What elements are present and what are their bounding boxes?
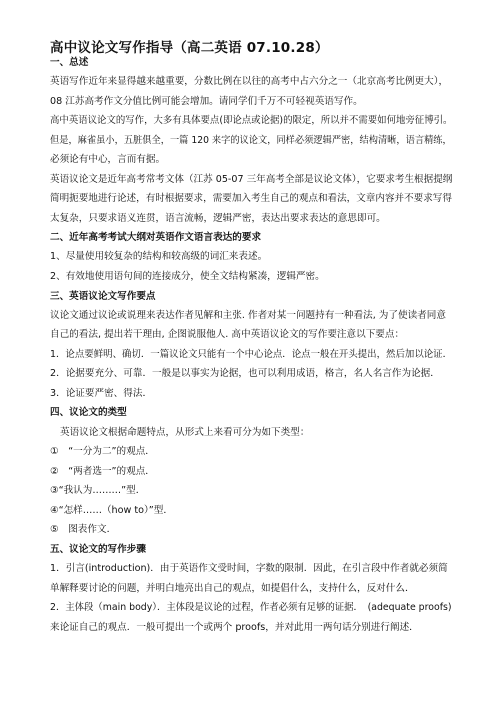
paragraph-line: 2．主体段（main body）．主体段是议论的过程，作者必须有足够的证据． (adequate proofs) (50, 602, 452, 613)
list-item: 2、有效地使用语句间的连接成分，使全文结构紧凑，逻辑严密。 (50, 271, 325, 282)
list-item: ② “两者选一”的观点． (50, 466, 155, 477)
list-item: ③“我认为………”型． (50, 485, 146, 496)
paragraph-line: 自己的看法, 提出若干理由, 企图说服他人. 高中英语议论文的写作要注意以下要点： (50, 329, 405, 340)
paragraph-line: 议论文通过议论或说理来表达作者见解和主张. 作者对某一问题持有一种看法, 为了使读者同意 (50, 310, 446, 321)
paragraph-line: 高中英语议论文的写作，大多有具体要点(即论点或论据)的限定，所以并不需要如何地旁征博引。 (50, 115, 453, 126)
section-heading-2: 二、近年高考考试大纲对英语作文语言表达的要求 (50, 232, 262, 243)
paragraph-line: 必须论有中心，言而有据。 (50, 154, 166, 165)
section-heading-3: 三、英语议论文写作要点 (50, 291, 156, 302)
paragraph-line: 08 江苏高考作文分值比例可能会增加。请同学们千万不可轻视英语写作。 (50, 96, 363, 107)
section-heading-1: 一、总述 (50, 57, 89, 68)
paragraph-line: 简明扼要地进行论述，有时根据要求，需要加入考生自己的观点和看法，文章内容并不要求写得 (50, 193, 452, 204)
list-item: 3．论证要严密、得法． (50, 388, 153, 399)
list-item: 1．论点要鲜明、确切．一篇议论文只能有一个中心论点．论点一般在开头提出，然后加以论证． (50, 349, 453, 360)
paragraph-line: 英语议论文是近年高考常考文体（江苏 05-07 三年高考全部是议论文体），它要求考生根据提纲 (50, 174, 453, 185)
list-item: ④“怎样……（how to）”型． (50, 505, 173, 516)
list-item: ⑤ 图表作文． (50, 524, 117, 535)
paragraph-line: 来论证自己的观点．一般可提出一个或两个 proofs，并对此用一两句话分别进行阐述． (50, 622, 419, 633)
paragraph-line: 单解释要讨论的问题，并明白地亮出自己的观点，如提倡什么，支持什么，反对什么． (50, 583, 415, 594)
list-item: 1、尽量使用较复杂的结构和较高级的词汇来表述。 (50, 251, 268, 262)
paragraph-line: 英语议论文根据命题特点，从形式上来看可分为如下类型： (60, 427, 310, 438)
paragraph-line: 英语写作近年来显得越来越重要，分数比例在以往的高考中占六分之一（北京高考比例更大）， (50, 76, 449, 87)
paragraph-line: 1．引言(introduction)．由于英语作文受时间，字数的限制．因此，在引言段中作者就必须简 (50, 563, 448, 574)
section-heading-5: 五、议论文的写作步骤 (50, 544, 146, 555)
paragraph-line: 但是，麻雀虽小，五脏俱全，一篇 120 来字的议论文，同样必须逻辑严密，结构清晰，语言精练， (50, 135, 452, 146)
document-title: 高中议论文写作指导（高二英语 07.10.28） (50, 40, 329, 56)
paragraph-line: 太复杂，只要求语义连贯，语言流畅，逻辑严密，表达出要求表达的意思即可。 (50, 213, 386, 224)
list-item: ① “一分为二”的观点． (50, 446, 155, 457)
section-heading-4: 四、议论文的类型 (50, 407, 127, 418)
list-item: 2．论据要充分、可靠．一般是以事实为论据，也可以利用成语，格言，名人名言作为论据． (50, 368, 440, 379)
